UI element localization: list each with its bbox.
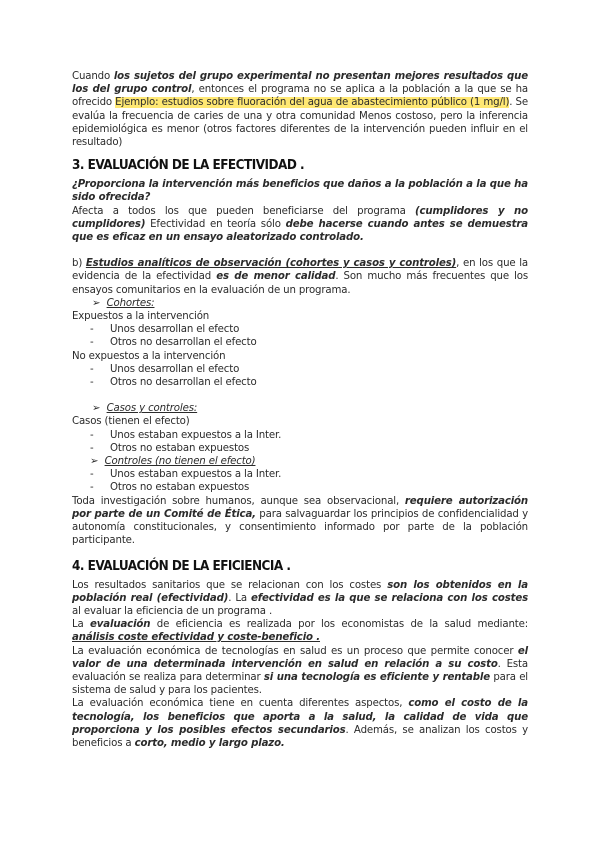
paragraph-resultados-sanitarios: Los resultados sanitarios que se relacionan con los costes son los obtenidos en la población real (efectividad). La efectividad es la que se relaciona con los costes al evaluar la eficiencia de un programa .	[72, 579, 529, 617]
section-heading-efectividad: 3. EVALUACIÓN DE LA EFECTIVIDAD .	[72, 158, 305, 174]
paragraph-aspectos-evaluacion: La evaluación económica tiene en cuenta diferentes aspectos, como el costo de la tecnología, los beneficios que aporta a la salud, la calidad de vida que proporciona y los posibles efectos secundarios. Además, se analizan los costos y beneficios a corto, medio y largo plazo.	[72, 698, 528, 749]
list-item-cohortes: ➢ Cohortes:	[92, 297, 155, 309]
paragraph-evaluacion-tecnologias: La evaluación económica de tecnologías en salud es un proceso que permite conocer el valor de una determinada intervención en salud en relación a su costo. Esta evaluación se realiza para determinar si una tecnología es eficiente y rentable para el sistema de salud y para los pacientes.	[72, 645, 528, 697]
paragraph-efectividad: Afecta a todos los que pueden beneficiarse del programa (cumplidores y no cumplidores) Efectividad en teoría sólo debe hacerse cuando antes se demuestra que es eficaz en un ensayo aleatorizado controlado.	[72, 205, 528, 244]
label-expuestos: Expuestos a la intervención	[72, 311, 210, 323]
list-item: - Unos estaban expuestos a la Inter.	[72, 429, 528, 442]
list-item: - Unos estaban expuestos a la Inter.	[72, 468, 528, 481]
document-page	[72, 70, 528, 750]
section-heading-eficiencia: 4. EVALUACIÓN DE LA EFICIENCIA .	[72, 558, 291, 574]
list-item: - Unos desarrollan el efecto	[72, 323, 528, 336]
list-item: - Unos desarrollan el efecto	[72, 363, 528, 376]
paragraph-comite-etica: Toda investigación sobre humanos, aunque sea observacional, requiere autorización por parte de un Comité de Ética, para salvaguardar los principios de confidencialidad y autonomía constitucionales, y consentimiento informado por parte de la población participante.	[72, 495, 528, 547]
list-item: - Otros no estaban expuestos	[72, 481, 528, 494]
list-item: - Otros no estaban expuestos	[72, 442, 528, 455]
list-item-controles: ➢ Controles (no tienen el efecto)	[90, 456, 256, 468]
paragraph-evaluacion-eficiencia: La evaluación de eficiencia es realizada por los economistas de la salud mediante: análisis coste efectividad y coste-beneficio .	[72, 619, 528, 644]
section-question: ¿Proporciona la intervención más beneficios que daños a la población a la que ha sido ofrecida?	[72, 179, 528, 204]
label-no-expuestos: No expuestos a la intervención	[72, 350, 226, 362]
arrow-bullet-icon: ➢	[92, 403, 101, 415]
list-item: - Otros no desarrollan el efecto	[72, 336, 528, 349]
paragraph-control-group: Cuando los sujetos del grupo experimental no presentan mejores resultados que los del grupo control, entonces el programa no se aplica a la población a la que se ha ofrecido Ejemplo: estudios sobre fluoración del agua de abastecimiento público (1 mg/l). Se evalúa la frecuencia de caries de una y otra comunidad Menos costoso, pero la inferencia epidemiológica es menor (otros factores diferentes de la intervención pueden influir en el resultado)	[72, 71, 528, 149]
paragraph-estudios-analiticos: b) Estudios analíticos de observación (cohortes y casos y controles), en los que la evidencia de la efectividad es de menor calidad. Son mucho más frecuentes que los ensayos comunitarios en la evaluación de un programa.	[72, 258, 529, 296]
arrow-bullet-icon: ➢	[92, 297, 101, 309]
list-item-casos-controles: ➢ Casos y controles:	[92, 403, 198, 415]
label-casos: Casos (tienen el efecto)	[72, 416, 190, 428]
highlighted-example: Ejemplo: estudios sobre fluoración del agua de abastecimiento público (1 mg/l)	[115, 97, 510, 109]
arrow-bullet-icon: ➢	[90, 456, 99, 468]
list-item: - Otros no desarrollan el efecto	[72, 376, 528, 389]
